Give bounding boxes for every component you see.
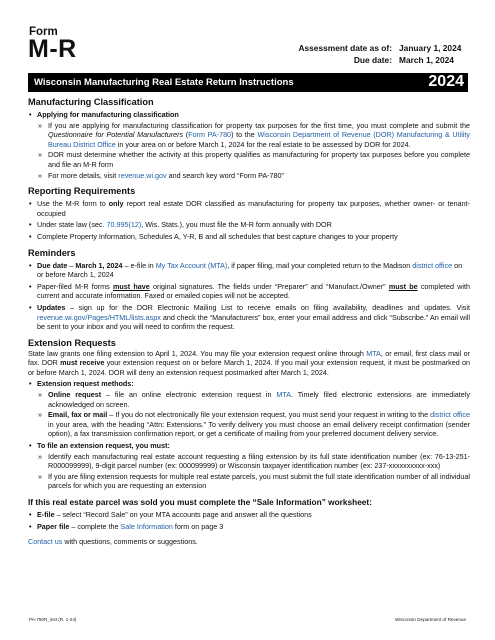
sub-item-multiple-parcels: » If you are filing extension requests for multiple real estate parcels, you must submit the full state identification number of all individual parcels for which you are requesting an extension xyxy=(28,472,470,491)
assessment-date-label: Assessment date as of: xyxy=(298,43,392,53)
sub-item-online-request: » Online request – file an online electronic extension request in MTA. Timely filed electronic extensions are immediately acknowledged on screen. xyxy=(28,390,470,409)
bullet-applying: • Applying for manufacturing classification xyxy=(28,110,470,120)
sub-item-identify-account: » Identify each manufacturing real estate account requesting a filing extension by its full state identification number (ex: 76-13-251-R000099999), 9-digit parcel number (ex: 000099999) or Wisconsin taxpayer identification number (ex: 237-xxxxxxxxxx-xxx) xyxy=(28,452,470,471)
title-bar xyxy=(28,73,468,92)
extension-paragraph: State law grants one filing extension to April 1, 2024. You may file your extension request online through MTA, or email, first class mail or fax. DOR must receive your extension request on or before March 1, 2024. If you mail your extension request, it must be postmarked on or before March 1, 2024. DOR will deny an extension request postmarked after March 1, 2024. xyxy=(28,348,470,377)
contact-line: Contact us with questions, comments or suggestions. xyxy=(28,537,198,547)
extension-district-office-link[interactable]: district office xyxy=(430,410,471,420)
department-name: Wisconsin Department of Revenue xyxy=(395,617,466,622)
madison-district-office-link[interactable]: district office xyxy=(412,260,453,270)
section-heading-reporting-requirements: Reporting Requirements xyxy=(28,186,136,197)
sale-information-link[interactable]: Sale Information xyxy=(120,521,173,531)
section-heading-manufacturing-classification: Manufacturing Classification xyxy=(28,97,154,107)
contact-us-link[interactable]: Contact us xyxy=(28,537,63,547)
date-block xyxy=(292,42,464,66)
sub-item-dor-determine: » DOR must determine whether the activity at this property qualifies as manufacturing for property tax purposes before you complete and file an M-R form xyxy=(28,150,470,169)
tax-year: 2024 xyxy=(428,73,464,90)
assessment-date-value: January 1, 2024 xyxy=(399,43,462,53)
revenue-site-link[interactable]: revenue.wi.gov xyxy=(118,170,167,180)
form-revision: PA-750R_inst (R. 1-24) xyxy=(29,617,77,622)
form-pa-780-link[interactable]: Form PA-780 xyxy=(188,130,232,140)
due-date-value: March 1, 2024 xyxy=(399,55,454,65)
bullet-efile-sale: • E-file – select “Record Sale” on your MTA accounts page and answer all the questions xyxy=(28,510,470,520)
bullet-use-mr-form: • Use the M-R form to only report real estate DOR classified as manufacturing for property tax purposes, whether owner- or tenant-occupied xyxy=(28,199,470,218)
bullet-due-date: • Due date – March 1, 2024 – e-file in My Tax Account (MTA), if paper filing, mail your completed return to the Madison district office on or before March 1, 2024 xyxy=(28,261,470,280)
form-id: M-R xyxy=(28,35,77,63)
sub-item-more-details: » For more details, visit revenue.wi.gov and search key word “Form PA-780” xyxy=(28,171,470,181)
page-title: Wisconsin Manufacturing Real Estate Return Instructions xyxy=(34,77,294,88)
my-tax-account-link[interactable]: My Tax Account (MTA) xyxy=(155,260,228,270)
form-label: Form xyxy=(29,26,58,38)
district-office-link[interactable]: Wisconsin Department of Revenue (DOR) Manufacturing & Utility Bureau District Office xyxy=(48,130,470,149)
bullet-signatures: • Paper-filed M-R forms must have original signatures. The fields under “Preparer” and “Manufact./Owner” must be completed with current and accurate information. Faxed or emailed copies will not be accepted. xyxy=(28,282,470,301)
bullet-updates: • Updates – sign up for the DOR Electronic Mailing List to receive emails on filing availability, deadlines and updates. Visit revenue.wi.gov/Pages/HTML/lists.aspx and check the “Manufacturers” box, enter your email address and click “Subscribe.” An email will be sent to your inbox and you will need to confirm the request. xyxy=(28,303,470,332)
sub-item-email-fax-mail: » Email, fax or mail – If you do not electronically file your extension request, you must send your request in writing to the district office in your area, with the heading “Attn: Extensions.” To verify delivery you must choose an email delivery receipt confirmation (sender option), a fax transmission confirmation report, or get a certificate of mailing from your preferred document delivery service. xyxy=(28,410,470,439)
mta-link[interactable]: MTA xyxy=(366,348,381,358)
section-heading-extension-requests: Extension Requests xyxy=(28,337,116,348)
statute-link[interactable]: 70.995(12) xyxy=(106,220,142,230)
section-heading-reminders: Reminders xyxy=(28,247,76,258)
bullet-state-law: • Under state law (sec. 70.995(12), Wis. Stats.), you must file the M-R form annually with DOR xyxy=(28,220,470,230)
bullet-extension-methods: • Extension request methods: xyxy=(28,379,470,389)
bullet-to-file-extension: • To file an extension request, you must: xyxy=(28,441,470,451)
bullet-complete-schedules: • Complete Property Information, Schedules A, Y-R, B and all schedules that best capture changes to your property xyxy=(28,232,470,242)
mailing-list-link[interactable]: revenue.wi.gov/Pages/HTML/lists.aspx xyxy=(37,312,161,322)
instructions-body xyxy=(28,97,470,547)
sub-item-first-time: » If you are applying for manufacturing classification for property tax purposes for the first time, you must complete and submit the Questionnaire for Potential Manufacturers (Form PA-780) to the Wisconsin Department of Revenue (DOR) Manufacturing & Utility Bureau District Office in your area on or before March 1, 2024 for the real estate to be assessed by DOR for 2024. xyxy=(28,121,470,150)
mta-online-link[interactable]: MTA xyxy=(276,390,292,400)
due-date-label: Due date: xyxy=(353,55,392,65)
bullet-paper-file-sale: • Paper file – complete the Sale Information form on page 3 xyxy=(28,522,470,532)
section-heading-sale-information: If this real estate parcel was sold you must complete the “Sale Information” worksheet: xyxy=(28,497,372,507)
